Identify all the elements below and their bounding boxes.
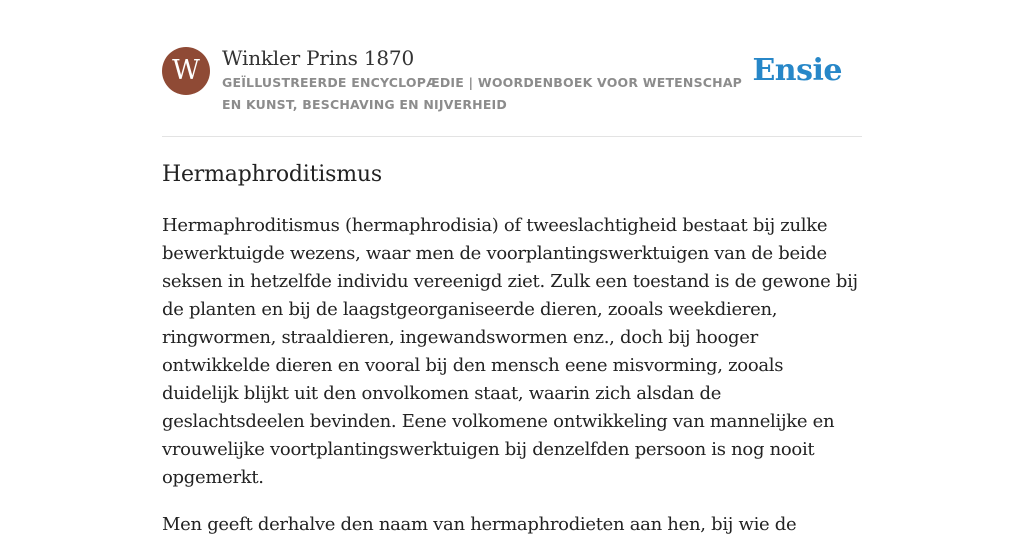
article xyxy=(162,158,864,539)
source-subtitle: GEÏLLUSTREERDE ENCYCLOPÆDIE | WOORDENBOEK VOOR WETENSCHAP EN KUNST, BESCHAVING EN NIJVERHEID xyxy=(222,75,743,112)
article-paragraph-2: Men geeft derhalve den naam van hermaphrodieten aan hen, bij wie de xyxy=(162,514,797,535)
article-title: Hermaphroditismus xyxy=(162,162,382,187)
brand-logo[interactable]: Ensie xyxy=(752,53,842,88)
source-header xyxy=(162,44,862,137)
source-title[interactable]: Winkler Prins 1870 xyxy=(222,46,414,70)
source-avatar: W xyxy=(162,47,210,95)
article-paragraph-1: Hermaphroditismus (hermaphrodisia) of tweeslachtigheid bestaat bij zulke bewerktuigde wezens, waar men de voorplantingswerktuigen van de beide seksen in hetzelfde individu vereenigd ziet. Zulk een toestand is de gewone bij de planten en bij de laagstgeorganiseerde dieren, zooals weekdieren, ringwormen, straaldieren, ingewandswormen enz., doch bij hooger ontwikkelde dieren en vooral bij den mensch eene misvorming, zooals duidelijk blijkt uit den onvolkomen staat, waarin zich alsdan de geslachtsdeelen bevinden. Eene volkomene ontwikkeling van mannelijke en vrouwelijke voortplantingswerktuigen bij denzelfden persoon is nog nooit opgemerkt. xyxy=(162,215,858,488)
